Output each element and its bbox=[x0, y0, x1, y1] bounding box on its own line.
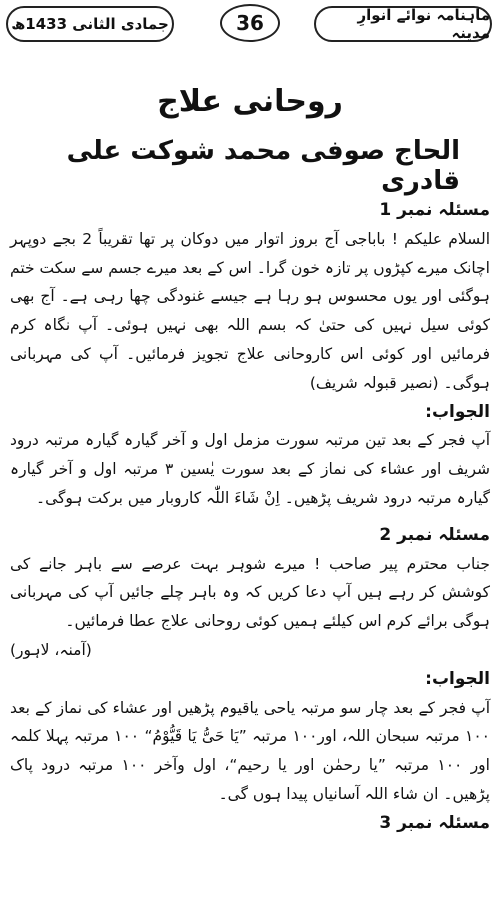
answer-1-text: آپ فجر کے بعد تین مرتبہ سورت مزمل اول و آخر گیارہ گیارہ مرتبہ درود شریف اور عشاء کی نماز کے بعد سورت یٰسین ۳ مرتبہ اول و آخر گیارہ گیارہ مرتبہ درود شریف پڑھیں۔ اِنْ شَاءَ اللّٰہ کاروبار میں برکت ہوگی۔ bbox=[10, 431, 491, 507]
answer-2-text: آپ فجر کے بعد چار سو مرتبہ یاحی یاقیوم پڑھیں اور عشاء کی نماز کے بعد ۱۰۰ مرتبہ سبحان اللہ، اور۱۰۰ مرتبہ ”یَا حَیُّ یَا قَیُّوْمُ“ ۱۰۰ مرتبہ پہلا کلمہ اور ۱۰۰ مرتبہ ”یا رحمٰن اور یا رحیم“، اول وآخر ۱۰۰ مرتبہ درود پاک پڑھیں۔ ان شاء اللہ آسانیاں پیدا ہوں گی۔ bbox=[10, 698, 490, 803]
answer-2-label: الجواب: bbox=[425, 668, 490, 689]
issue-date-badge bbox=[6, 6, 174, 42]
issue-date: جمادی الثانی 1433ھ bbox=[11, 15, 169, 33]
magazine-name-badge bbox=[314, 6, 492, 42]
magazine-name: ماہنامہ نوائے انوارِ مدینہ bbox=[357, 6, 490, 42]
question-2-heading: مسئلہ نمبر 2 bbox=[379, 524, 490, 545]
article-author: الحاج صوفی محمد شوکت علی قادری bbox=[66, 136, 460, 196]
page-number: 36 bbox=[236, 11, 264, 35]
question-1-text bbox=[10, 225, 490, 398]
question-2-signature: (آمنہ، لاہور) bbox=[10, 640, 92, 659]
question-1-body: السلام علیکم ! باباجی آج بروز اتوار میں دوکان پر تھا تقریباً 2 بجے دوپہر اچانک میرے کپڑوں پر تازہ خون گرا۔ اس کے بعد میرے جسم سے سکت ختم ہوگئی اور یوں محسوس ہو رہا ہے جیسے غنودگی چھا رہی ہے۔ آج بھی کوئی سیل نہیں کی حتیٰ کہ بسم اللہ بھی نہیں ہوئی۔ آپ نگاہ کرم فرمائیں اور کوئی اس کاروحانی علاج تجویز فرمائیں۔ آپ کی مہربانی ہوگی۔ bbox=[10, 229, 491, 392]
question-2-text: جناب محترم پیر صاحب ! میرے شوہر بہت عرصے سے باہر جانے کی کوشش کر رہے ہیں آپ دعا کریں کہ وہ باہر چلے جائیں آپ کی مہربانی ہوگی برائے کرم اس کیلئے ہمیں کوئی روحانی علاج عطا فرمائیں۔ bbox=[10, 554, 490, 631]
article-body bbox=[10, 196, 490, 838]
answer-1-label: الجواب: bbox=[425, 401, 490, 422]
question-1-heading: مسئلہ نمبر 1 bbox=[379, 200, 490, 220]
question-1-signature: (نصیر قبولہ شریف) bbox=[309, 373, 439, 392]
page-number-badge bbox=[220, 4, 280, 42]
article-title: روحانی علاج bbox=[157, 84, 343, 119]
question-3-heading: مسئلہ نمبر 3 bbox=[379, 812, 490, 833]
